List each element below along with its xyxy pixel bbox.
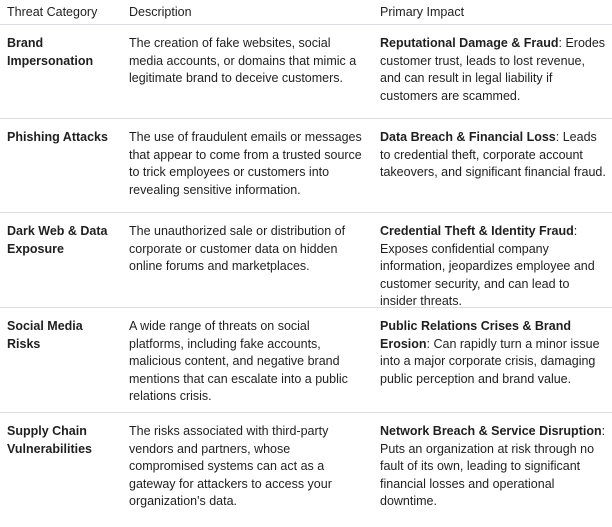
row-category: Brand Impersonation: [7, 36, 94, 68]
row-description: The unauthorized sale or distribution of corporate or customer data on hidden online forums and marketplaces.: [129, 224, 346, 273]
row-impact: [380, 318, 606, 388]
table-row: [0, 25, 612, 119]
table-row: [0, 213, 612, 308]
header-primary-impact: Primary Impact: [380, 5, 465, 19]
impact-title: Network Breach & Service Disruption: [380, 424, 602, 438]
table-row: [0, 119, 612, 213]
row-description: The creation of fake websites, social media accounts, or domains that mimic a legitimate brand to deceive customers.: [129, 36, 357, 85]
impact-text: : Leads to credential theft, corporate account takeovers, and significant financial fraud.: [380, 130, 606, 179]
impact-text: : Puts an organization at risk through no fault of its own, leading to significant financial losses and operational downtime.: [380, 424, 606, 508]
impact-title: Public Relations Crises & Brand Erosion: [380, 319, 572, 351]
table-row: [0, 308, 612, 413]
row-description: A wide range of threats on social platforms, including fake accounts, malicious content, and negative brand mentions that can escalate into a public relations crisis.: [129, 319, 348, 403]
impact-text: : Erodes customer trust, leads to lost revenue, and can result in legal liability if customers are scammed.: [380, 36, 606, 103]
header-description: Description: [129, 5, 192, 19]
row-impact: [380, 423, 606, 511]
impact-title: Credential Theft & Identity Fraud: [380, 224, 574, 238]
row-impact: [380, 35, 606, 105]
impact-title: Data Breach & Financial Loss: [380, 130, 556, 144]
impact-text: : Can rapidly turn a minor issue into a major corporate crisis, damaging public perception and brand value.: [380, 336, 600, 386]
impact-title: Reputational Damage & Fraud: [380, 36, 559, 50]
header-threat-category: Threat Category: [7, 5, 98, 19]
row-description: The risks associated with third-party vendors and partners, whose compromised systems can act as a gateway for attackers to access your organization's data.: [129, 424, 332, 508]
row-category: Phishing Attacks: [7, 130, 108, 144]
row-category: Supply Chain Vulnerabilities: [7, 424, 92, 456]
table-row: [0, 413, 612, 527]
row-description: The use of fraudulent emails or messages that appear to come from a trusted source to trick employees or customers into revealing sensitive information.: [129, 130, 362, 197]
table-header: [0, 0, 612, 25]
impact-text: : Exposes confidential company information, jeopardizes employee and customer security, and can lead to insider threats.: [380, 224, 595, 308]
row-category: Dark Web & Data Exposure: [7, 224, 108, 256]
row-category: Social Media Risks: [7, 319, 83, 351]
row-impact: [380, 129, 606, 182]
row-impact: [380, 223, 606, 311]
